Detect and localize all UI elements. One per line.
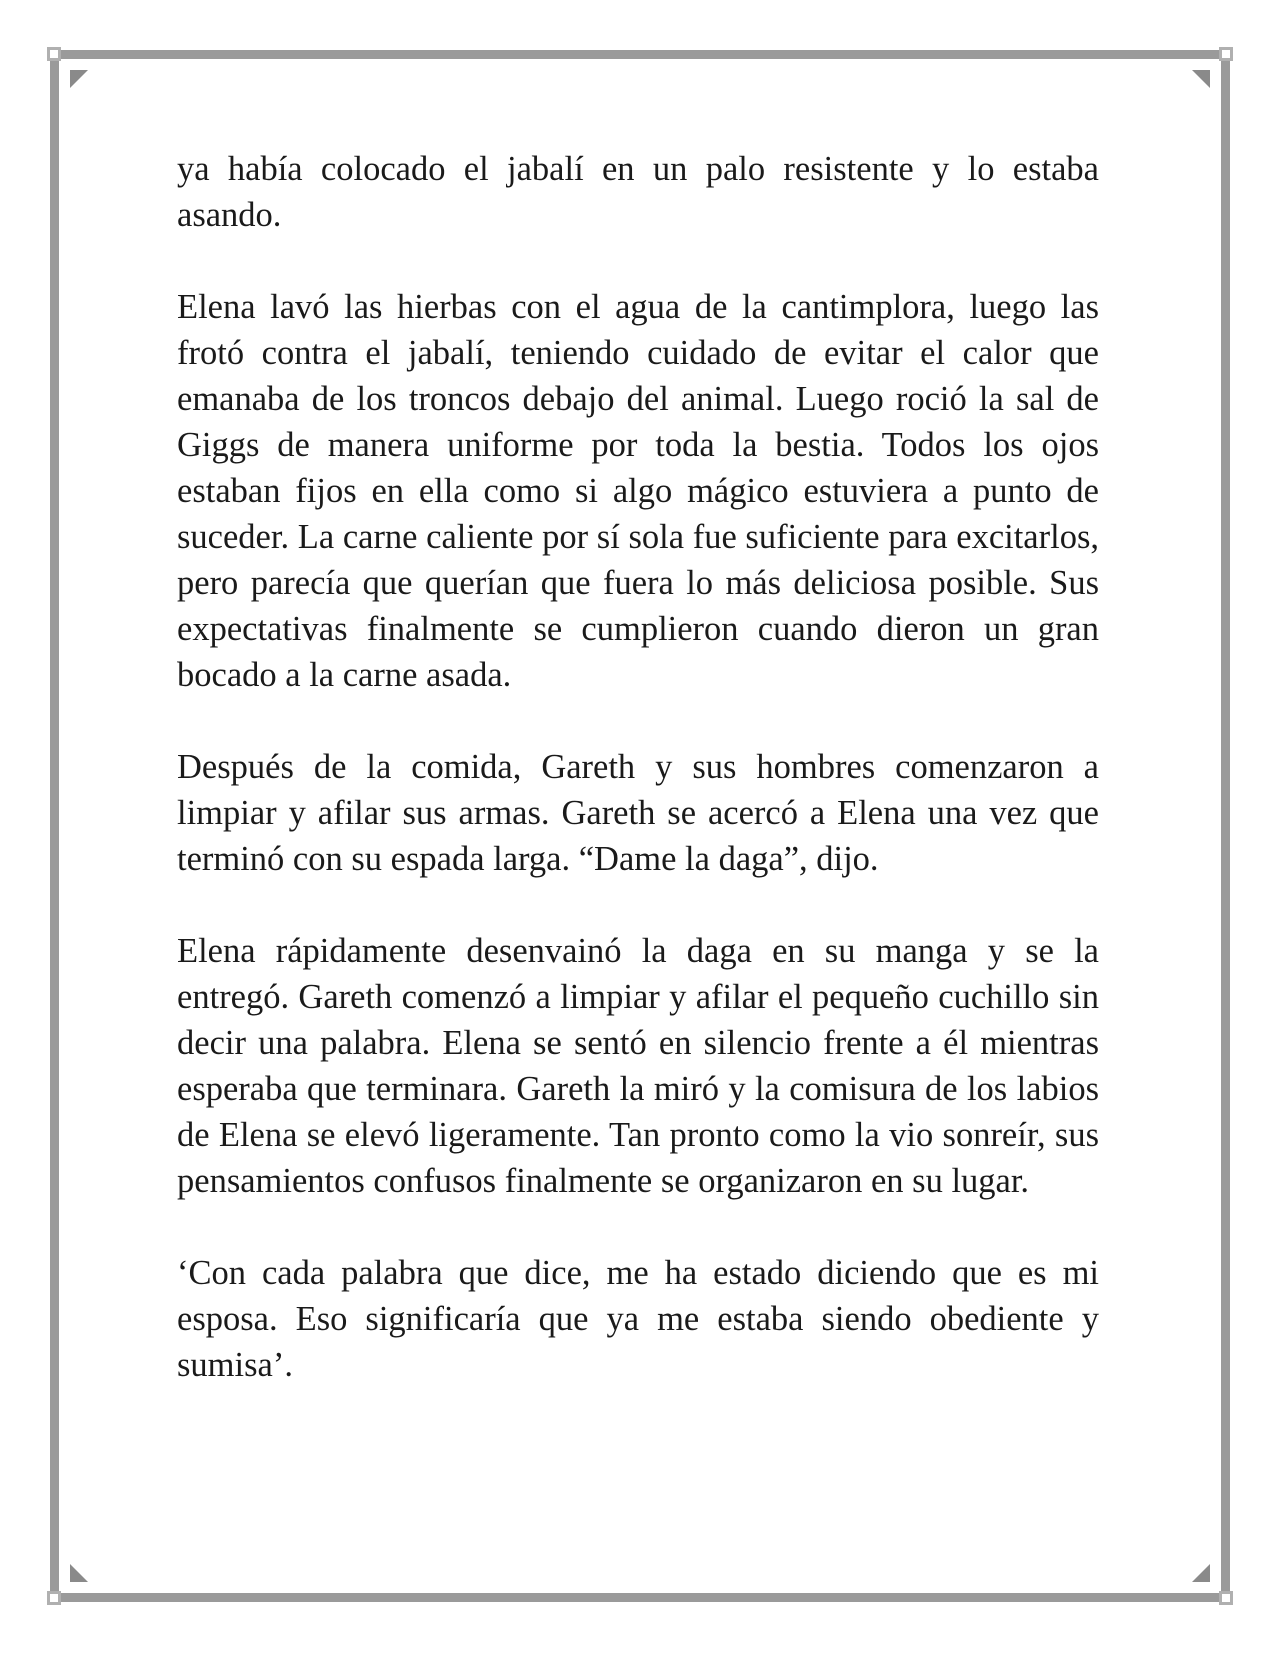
paragraph: Elena lavó las hierbas con el agua de la cantimplora, luego las frotó contra el jabalí, teniendo cuidado de evitar el calor que emanaba de los troncos debajo del animal. Luego roció la sal de Giggs de manera uniforme por toda la bestia. Todos los ojos estaban fijos en ella como si algo mágico estuviera a punto de suceder. La carne caliente por sí sola fue suficiente para excitarlos, pero parecía que querían que fuera lo más deliciosa posible. Sus expectativas finalmente se cumplieron cuando dieron un gran bocado a la carne asada. <box>177 288 1099 694</box>
frame-corner-bottom-left <box>47 1591 61 1605</box>
frame-border-left <box>50 56 59 1596</box>
paragraph: Elena rápidamente desenvainó la daga en su manga y se la entregó. Gareth comenzó a limpiar y afilar el pequeño cuchillo sin decir una palabra. Elena se sentó en silencio frente a él mientras esperaba que terminara. Gareth la miró y la comisura de los labios de Elena se elevó ligeramente. Tan pronto como la vio sonreír, sus pensamientos confusos finalmente se organizaron en su lugar. <box>177 932 1099 1200</box>
corner-ornament-top-right <box>1192 70 1210 88</box>
paragraph: ‘Con cada palabra que dice, me ha estado diciendo que es mi esposa. Eso significaría que ya me estaba siendo obediente y sumisa’. <box>177 1254 1099 1384</box>
body-text <box>177 146 1099 1434</box>
corner-ornament-top-left <box>70 70 88 88</box>
frame-border-right <box>1221 56 1230 1596</box>
paragraph: ya había colocado el jabalí en un palo resistente y lo estaba asando. <box>177 150 1099 234</box>
corner-ornament-bottom-right <box>1192 1564 1210 1582</box>
frame-border-bottom <box>56 1593 1224 1602</box>
frame-corner-bottom-right <box>1219 1591 1233 1605</box>
frame-corner-top-right <box>1219 47 1233 61</box>
paragraph: Después de la comida, Gareth y sus hombres comenzaron a limpiar y afilar sus armas. Gareth se acercó a Elena una vez que terminó con su espada larga. “Dame la daga”, dijo. <box>177 748 1099 878</box>
corner-ornament-bottom-left <box>70 1564 88 1582</box>
frame-corner-top-left <box>47 47 61 61</box>
frame-border-top <box>56 50 1224 59</box>
